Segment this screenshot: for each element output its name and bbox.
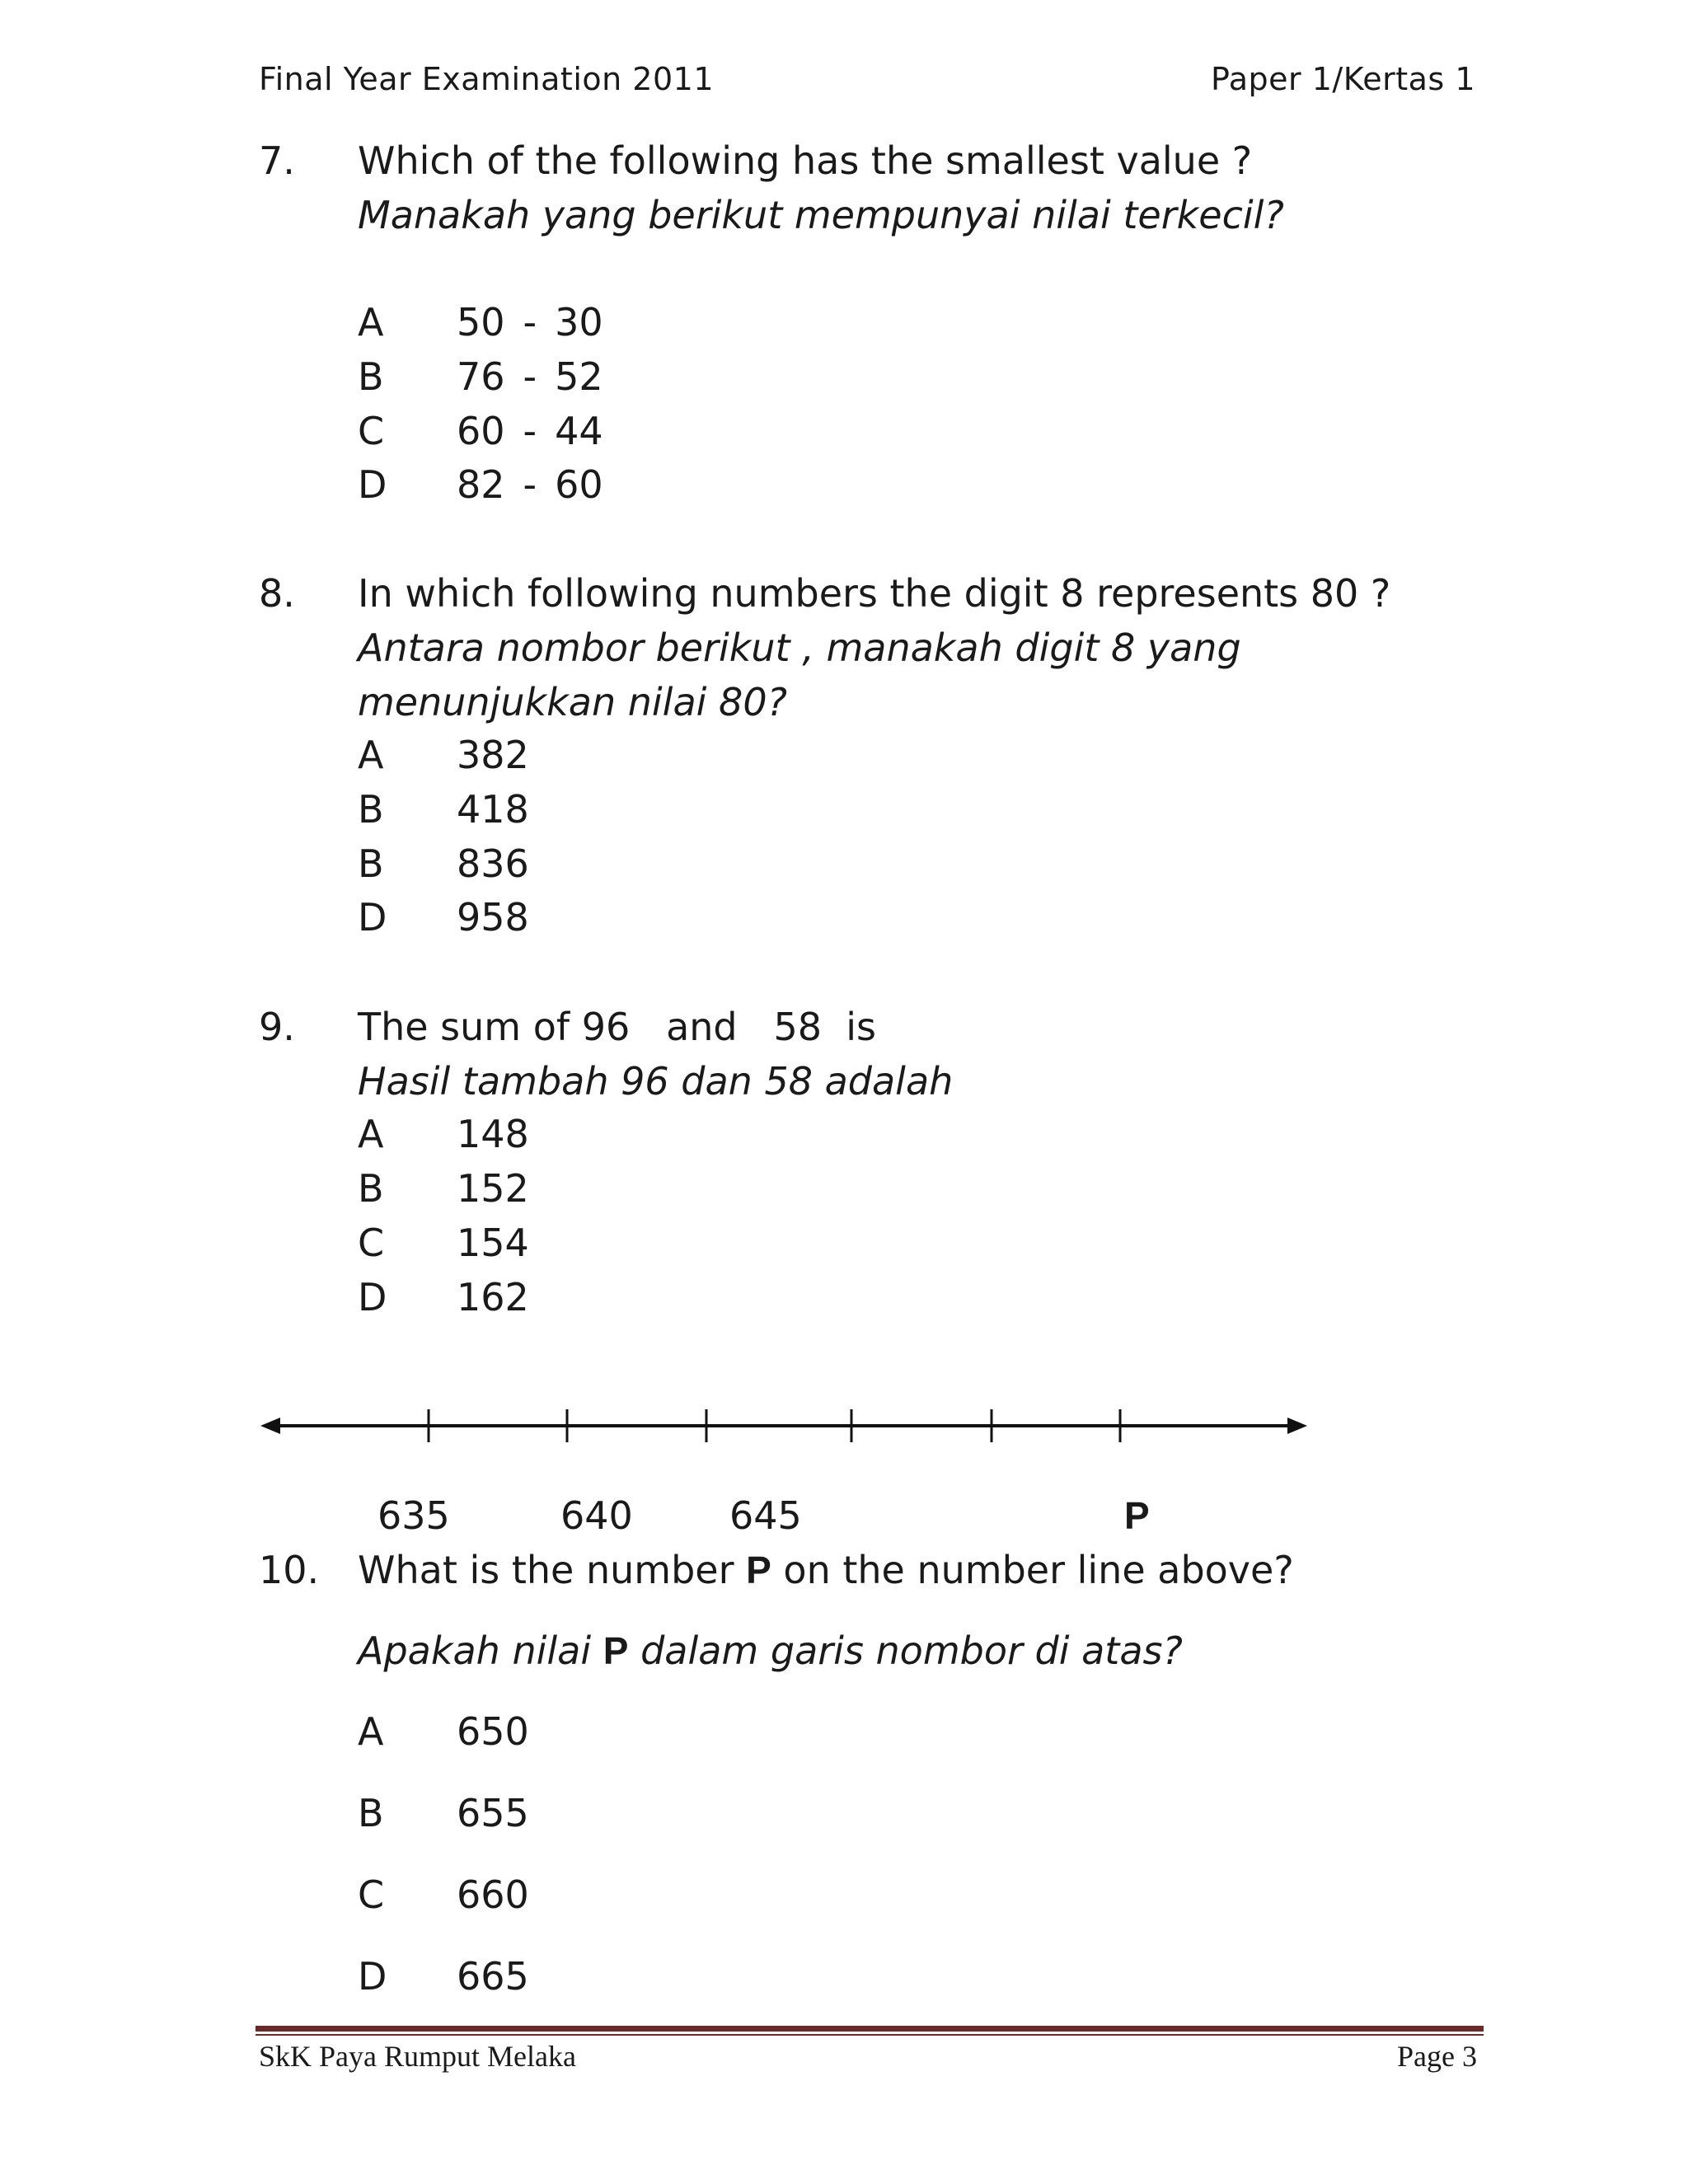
option-letter: A	[358, 300, 384, 344]
footer-rule	[256, 2026, 1484, 2032]
option-value: 148	[457, 1112, 529, 1156]
option-value: 60 - 44	[457, 409, 603, 453]
question-text-en: What is the number P on the number line above?	[358, 1548, 1294, 1592]
option-letter: A	[358, 1112, 384, 1156]
question-number: 7.	[259, 138, 295, 183]
option-letter: C	[358, 1221, 385, 1265]
right-arrow-icon	[1287, 1418, 1307, 1434]
left-arrow-icon	[260, 1418, 280, 1434]
option-value: 152	[457, 1166, 529, 1211]
option-value: 650	[457, 1709, 529, 1754]
question-text-ms: Apakah nilai P dalam garis nombor di atas?	[358, 1629, 1183, 1673]
paper-label: Paper 1/Kertas 1	[1211, 61, 1475, 97]
question-text-en: Which of the following has the smallest value ?	[358, 138, 1253, 183]
option-value: 154	[457, 1221, 529, 1265]
option-letter: D	[358, 1954, 387, 1999]
option-letter: D	[358, 1275, 387, 1319]
option-value: 50 - 30	[457, 300, 603, 344]
option-value: 418	[457, 787, 529, 832]
option-letter: B	[358, 787, 384, 832]
option-letter: D	[358, 462, 387, 507]
number-line-label-p: P	[1124, 1494, 1150, 1537]
option-value: 958	[457, 895, 529, 940]
option-letter: B	[358, 841, 384, 886]
question-text-ms: Manakah yang berikut mempunyai nilai terkecil?	[358, 193, 1284, 237]
number-line-label: 640	[560, 1493, 633, 1538]
question-number: 9.	[259, 1005, 295, 1049]
question-text-ms: Hasil tambah 96 dan 58 adalah	[358, 1059, 954, 1104]
option-value: 660	[457, 1872, 529, 1917]
question-text-en: In which following numbers the digit 8 represents 80 ?	[358, 571, 1391, 616]
option-value: 665	[457, 1954, 529, 1999]
question-number: 8.	[259, 571, 295, 616]
question-text-ms: Antara nombor berikut , manakah digit 8 yang	[358, 626, 1241, 670]
option-letter: B	[358, 354, 384, 399]
option-letter: A	[358, 1709, 384, 1754]
option-value: 76 - 52	[457, 354, 603, 399]
number-line	[0, 1393, 1688, 1459]
footer-rule-thin	[256, 2034, 1484, 2036]
option-letter: C	[358, 409, 385, 453]
page-number: Page 3	[1397, 2040, 1477, 2073]
option-letter: D	[358, 895, 387, 940]
option-letter: A	[358, 733, 384, 777]
exam-title: Final Year Examination 2011	[259, 61, 714, 97]
option-letter: B	[358, 1791, 384, 1835]
number-line-label: 645	[729, 1493, 802, 1538]
school-name: SkK Paya Rumput Melaka	[259, 2040, 576, 2073]
option-value: 162	[457, 1275, 529, 1319]
option-letter: B	[358, 1166, 384, 1211]
option-value: 382	[457, 733, 529, 777]
question-text-en: The sum of 96 and 58 is	[358, 1005, 877, 1049]
option-value: 836	[457, 841, 529, 886]
option-value: 655	[457, 1791, 529, 1835]
option-letter: C	[358, 1872, 385, 1917]
number-line-label: 635	[377, 1493, 450, 1538]
question-number: 10.	[259, 1548, 320, 1592]
option-value: 82 - 60	[457, 462, 603, 507]
question-text-ms: menunjukkan nilai 80?	[358, 680, 788, 724]
